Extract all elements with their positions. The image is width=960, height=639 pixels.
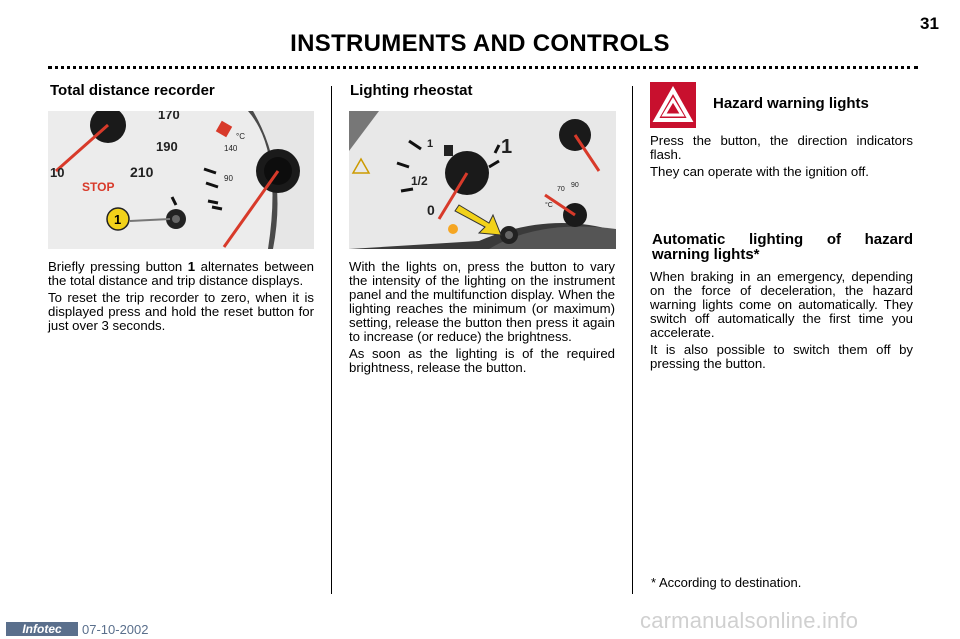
temp-90: 90 [571, 182, 579, 189]
hazard-warning-text [650, 134, 913, 182]
gauge-1: 1 [501, 136, 513, 158]
speed-190: 190 [156, 139, 178, 154]
page-title: INSTRUMENTS AND CONTROLS [290, 30, 670, 57]
temp-140: 140 [224, 144, 238, 153]
button-1-ref: 1 [187, 259, 196, 274]
destination-footnote: * According to destination. [651, 575, 802, 590]
fuel-0: 0 [427, 202, 435, 218]
hazard-warning-heading: Hazard warning lights [713, 95, 869, 112]
hazard-warning-paragraph-2: They can operate with the ignition off. [650, 164, 869, 179]
stop-label: STOP [82, 180, 115, 194]
total-distance-heading: Total distance recorder [50, 82, 215, 99]
speed-170: 170 [158, 111, 180, 122]
lighting-rheostat-paragraph-1: With the lights on, press the button to vary the intensity of the lighting on the instrument panel and the multifunction display. When the lighting reaches the minimum (or maximum) setting, release the button then press it again to increase (or reduce) the brightness. [349, 259, 615, 344]
hazard-warning-icon [650, 82, 696, 128]
hazard-warning-paragraph-1: Press the button, the direction indicators flash. [650, 133, 913, 162]
total-distance-paragraph-2: To reset the trip recorder to zero, when it is displayed press and hold the reset button for just over 3 seconds. [48, 290, 314, 333]
column-divider-2 [632, 86, 633, 594]
lighting-rheostat-paragraph-2: As soon as the lighting is of the required brightness, release the button. [349, 346, 615, 375]
watermark: carmanualsonline.info [640, 608, 859, 633]
automatic-hazard-heading: Automatic lighting of hazard warning lights* [652, 231, 913, 263]
lighting-rheostat-heading: Lighting rheostat [350, 82, 473, 99]
total-distance-text [48, 260, 314, 336]
automatic-hazard-paragraph-2: It is also possible to switch them off by pressing the button. [650, 342, 913, 371]
footer-date: 07-10-2002 [82, 622, 149, 637]
callout-1: 1 [114, 212, 122, 227]
distance-recorder-figure [48, 111, 314, 249]
automatic-hazard-text [650, 270, 913, 374]
temp-unit: °C [545, 202, 553, 209]
temp-70: 70 [557, 186, 565, 193]
automatic-hazard-paragraph-1: When braking in an emergency, depending on the force of deceleration, the hazard warning lights come on automatically. They switch off automatically the first time you accelerate. [650, 269, 913, 340]
total-distance-paragraph-1: Briefly pressing button 1 alternates between the total distance and trip distance displays. [48, 259, 314, 288]
speed-210: 210 [130, 164, 154, 180]
dotted-divider [48, 66, 918, 69]
fuel-1: 1 [427, 138, 434, 150]
temp-90: 90 [224, 174, 233, 183]
temp-unit: °C [236, 132, 245, 141]
infotec-logo: Infotec [6, 622, 78, 636]
speed-10: 10 [50, 165, 65, 180]
lighting-rheostat-text [349, 260, 615, 378]
lighting-rheostat-figure [349, 111, 616, 249]
column-divider-1 [331, 86, 332, 594]
page-number: 31 [920, 14, 939, 33]
fuel-half: 1/2 [411, 174, 428, 188]
